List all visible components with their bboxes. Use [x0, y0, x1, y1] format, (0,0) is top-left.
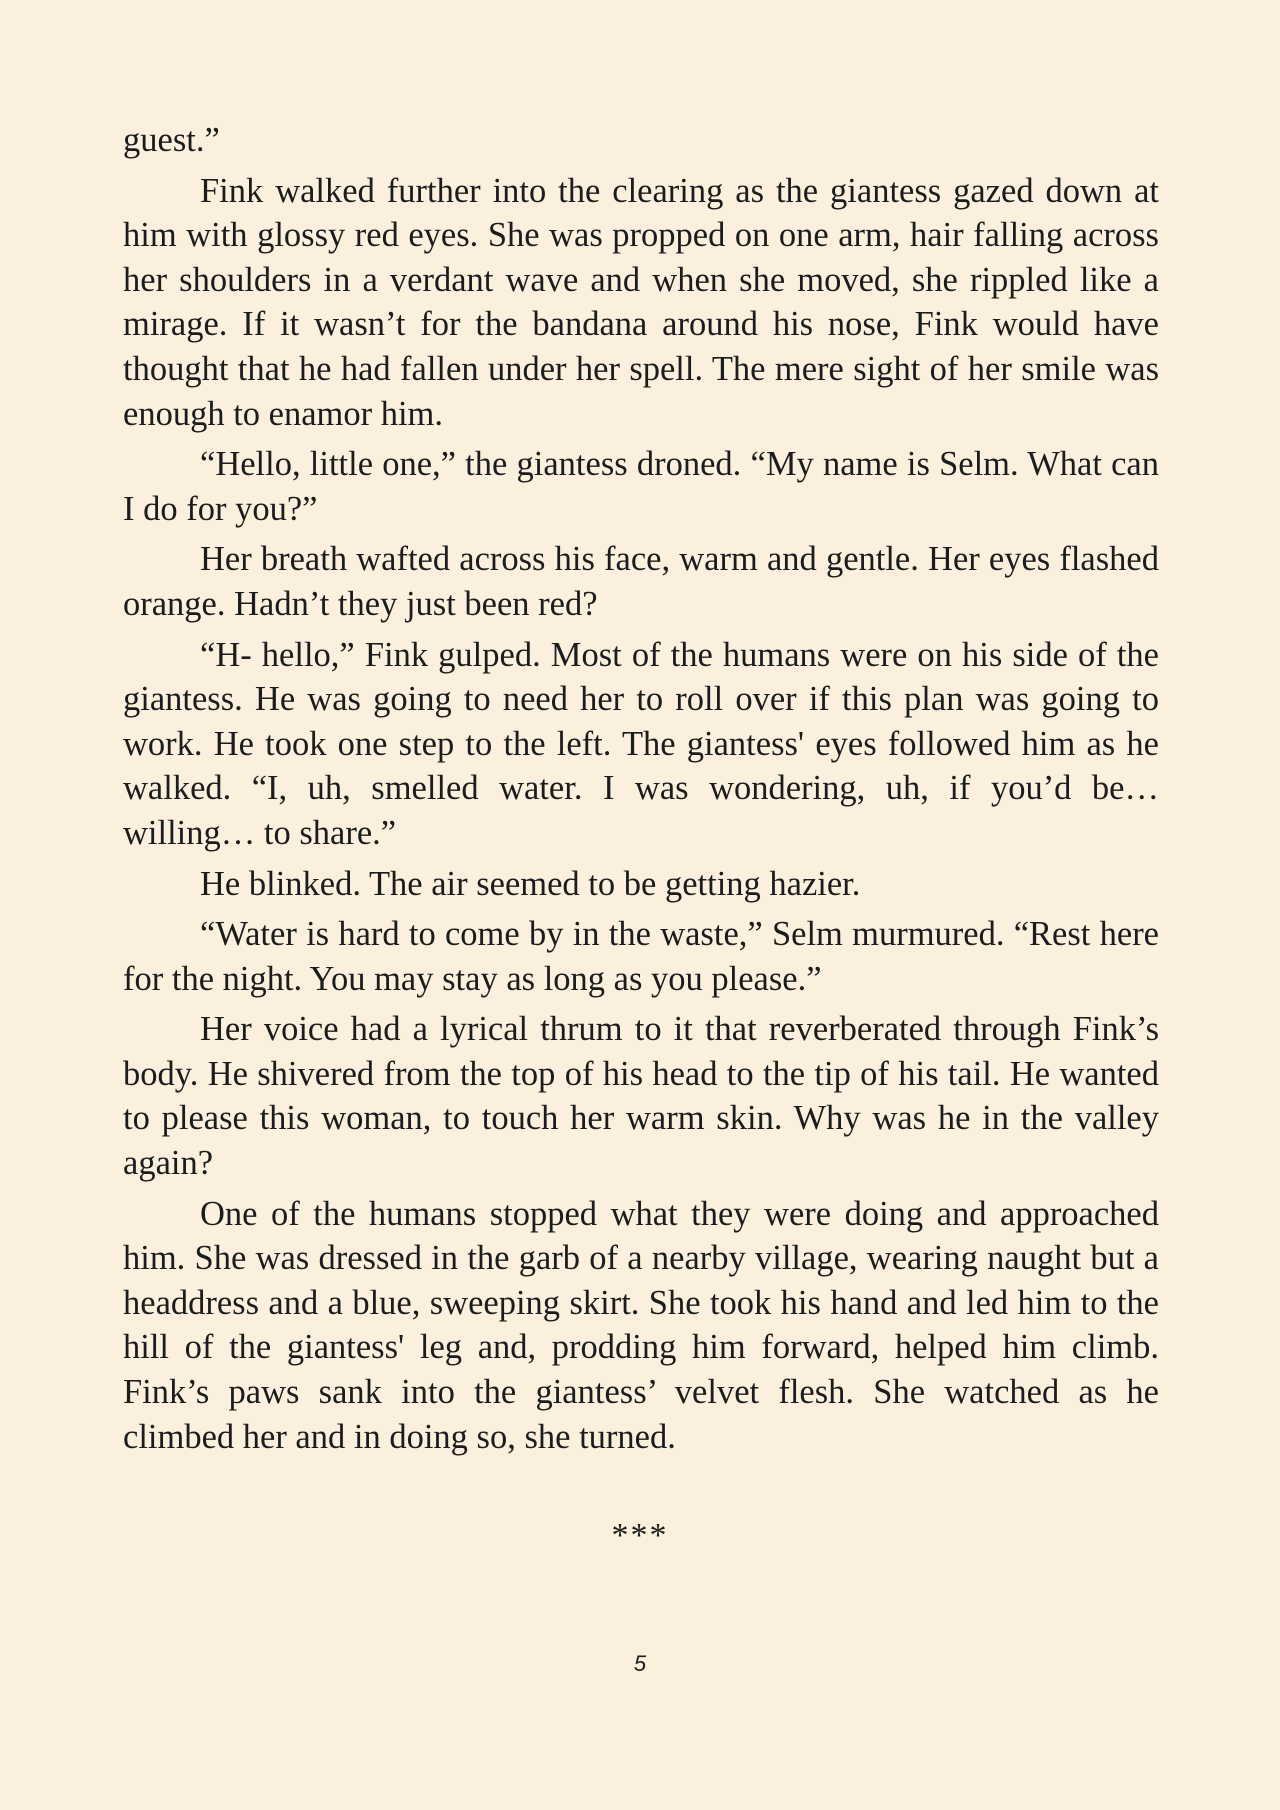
- paragraph: “H- hello,” Fink gulped. Most of the humans were on his side of the giantess. He was going to need her to roll over if this plan was going to work. He took one step to the left. The giantess' eyes followed him as he walked. “I, uh, smelled water. I was wondering, uh, if you’d be… willing… to share.”: [123, 635, 1159, 852]
- paragraph: Fink walked further into the clearing as the giantess gazed down at him with glossy red eyes. She was propped on one arm, hair falling across her shoulders in a verdant wave and when she moved, she rippled like a mirage. If it wasn’t for the bandana around his nose, Fink would have thought that he had fallen under her spell. The mere sight of her smile was enough to enamor him.: [123, 171, 1159, 433]
- body-text: [123, 118, 1159, 1465]
- paragraph: “Water is hard to come by in the waste,” Selm murmured. “Rest here for the night. You may stay as long as you please.”: [123, 915, 1159, 998]
- paragraph: “Hello, little one,” the giantess droned. “My name is Selm. What can I do for you?”: [123, 445, 1159, 528]
- paragraph: Her voice had a lyrical thrum to it that reverberated through Fink’s body. He shivered from the top of his head to the tip of his tail. He wanted to please this woman, to touch her warm skin. Why was he in the valley again?: [123, 1010, 1159, 1183]
- paragraph-continuation: guest.”: [123, 121, 220, 159]
- paragraph: He blinked. The air seemed to be getting hazier.: [200, 864, 861, 903]
- paragraph: Her breath wafted across his face, warm and gentle. Her eyes flashed orange. Hadn’t they just been red?: [123, 540, 1159, 623]
- scene-break: ***: [611, 1517, 669, 1554]
- page-number: 5: [633, 1651, 647, 1676]
- paragraph: One of the humans stopped what they were doing and approached him. She was dressed in the garb of a nearby village, wearing naught but a headdress and a blue, sweeping skirt. She took his hand and led him to the hill of the giantess' leg and, prodding him forward, helped him climb. Fink’s paws sank into the giantess’ velvet flesh. She watched as he climbed her and in doing so, she turned.: [123, 1194, 1159, 1456]
